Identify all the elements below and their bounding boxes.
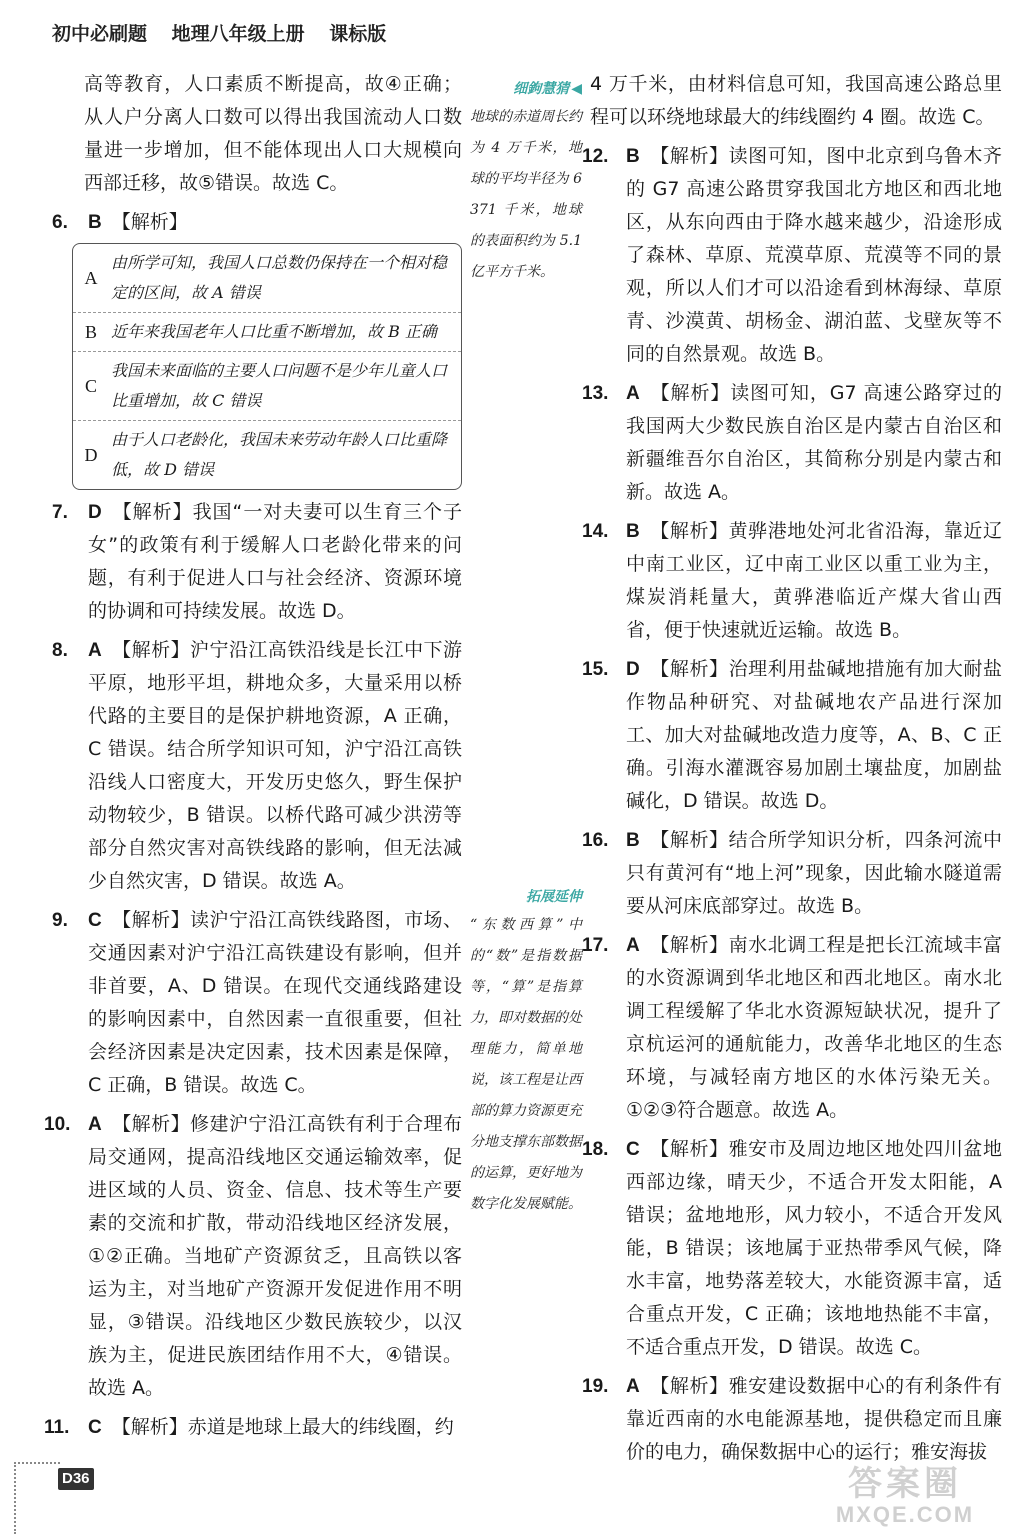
- answer-letter: D: [626, 659, 640, 680]
- analysis-text: 赤道是地球上最大的纬线圈，约: [187, 1416, 454, 1438]
- question-number: 13.: [582, 383, 609, 404]
- watermark-logo-text: 答案圈: [848, 1464, 962, 1504]
- option-letter: B: [84, 321, 97, 342]
- subject-title: 地理八年级上册: [171, 23, 305, 45]
- watermark-url: MXQE.COM: [835, 1502, 975, 1527]
- question-19: [582, 1370, 1002, 1469]
- analysis-tag: 【解析】: [649, 829, 729, 851]
- analysis-text: 黄骅港地处河北省沿海，靠近辽中南工业区，辽中南工业区以重工业为主，煤炭消耗量大，黄骅港临近产煤大省山西省，便于快速就近运输。故选 B。: [626, 520, 1002, 641]
- side-note-text: 地球的赤道周长约为 4 万千米，地球的平均半径为 6 371 千米，地球的表面积约为 5.1 亿平方千米。: [470, 109, 582, 280]
- question-11: [44, 1411, 462, 1444]
- answer-letter: A: [88, 640, 102, 661]
- analysis-tag: 【解析】: [111, 501, 193, 523]
- analysis-tag: 【解析】: [111, 211, 188, 233]
- option-text: 近年来我国老年人口比重不断增加，故 B 正确: [111, 322, 437, 341]
- answer-letter: A: [626, 383, 640, 404]
- page-header: [52, 14, 612, 54]
- analysis-text: 读图可知，图中北京到乌鲁木齐的 G7 高速公路贯穿我国北方地区和西北地区，从东向西由于降水越来越少，沿途形成了森林、草原、荒漠草原、荒漠等不同的景观，所以人们才可以沿途看到林海绿、草原青、沙漠黄、胡杨金、湖泊蓝、戈壁灰等不同的自然景观。故选 B。: [626, 145, 1002, 365]
- question-6: [52, 206, 462, 239]
- question-10: [44, 1108, 462, 1405]
- question-18: [582, 1133, 1002, 1364]
- analysis-text: 雅安建设数据中心的有利条件有靠近西南的水电能源基地，提供稳定而且廉价的电力，确保数据中心的运行；雅安海拔: [626, 1375, 1002, 1463]
- analysis-tag: 【解析】: [649, 382, 731, 404]
- analysis-tag: 【解析】: [649, 934, 729, 956]
- side-note-knowledge: [470, 78, 582, 288]
- side-note-title-text: 细鉤慧猜: [513, 81, 570, 97]
- answer-letter: C: [88, 1417, 102, 1438]
- right-column: [582, 68, 1002, 1469]
- analysis-tag: 【解析】: [649, 520, 729, 542]
- question-16: [582, 824, 1002, 923]
- answer-letter: A: [88, 1114, 102, 1135]
- option-row: [73, 313, 461, 352]
- series-title: 初中必刷题: [52, 23, 148, 45]
- answer-letter: C: [88, 910, 102, 931]
- left-column: [44, 68, 462, 1444]
- side-note-text: “东数西算”中的“数”是指数据等，“算”是指算力，即对数据的处理能力，简单地说，该工程是让西部的算力资源更充分地支撑东部数据的运算，更好地为数字化发展赋能。: [470, 917, 582, 1212]
- question-number: 12.: [582, 146, 609, 167]
- analysis-text: 治理利用盐碱地措施有加大耐盐作物品种研究、对盐碱地农产品进行深加工、加大对盐碱地改造力度等，A、B、C 正确。引海水灌溉容易加剧土壤盐度，加剧盐碱化，D 错误。故选 D。: [626, 658, 1002, 812]
- page-number-badge: D36: [58, 1468, 94, 1490]
- q5-continuation: 高等教育，人口素质不断提高，故④正确；从人户分离人口数可以得出我国流动人口数量进一步增加，但不能体现出人口大规模向西部迁移，故⑤错误。故选 C。: [84, 73, 462, 194]
- question-12: [582, 140, 1002, 371]
- analysis-text: 读图可知，G7 高速公路穿过的我国两大少数民族自治区是内蒙古自治区和新疆维吾尔自治区，其简称分别是内蒙古和新。故选 A。: [626, 382, 1002, 503]
- analysis-text: 结合所学知识分析，四条河流中只有黄河有“地上河”现象，因此输水隧道需要从河床底部穿过。故选 B。: [626, 829, 1002, 917]
- question-number: 18.: [582, 1139, 609, 1160]
- analysis-tag: 【解析】: [111, 909, 191, 931]
- side-note-title-text: 拓展延伸: [526, 889, 582, 905]
- answer-letter: A: [626, 935, 640, 956]
- option-row: [73, 421, 461, 489]
- question-15: [582, 653, 1002, 818]
- side-note-title: [470, 886, 582, 906]
- option-row: [73, 352, 461, 421]
- analysis-text: 沪宁沿江高铁沿线是长江中下游平原，地形平坦，耕地众多，大量采用以桥代路的主要目的是保护耕地资源，A 正确，C 错误。结合所学知识可知，沪宁沿江高铁沿线人口密度大，开发历史悠久，野生保护动物较少，B 错误。以桥代路可减少洪涝等部分自然灾害对高铁线路的影响，但无法减少自然灾害，D 错误。故选 A。: [88, 639, 462, 892]
- side-note-extension: [470, 886, 582, 1220]
- question-17: [582, 929, 1002, 1127]
- analysis-tag: 【解析】: [649, 145, 729, 167]
- analysis-tag: 【解析】: [649, 1375, 729, 1397]
- watermark: [800, 1466, 1010, 1530]
- question-number: 17.: [582, 935, 609, 956]
- question-number: 16.: [582, 830, 609, 851]
- analysis-text: 南水北调工程是把长江流域丰富的水资源调到华北地区和西北地区。南水北调工程缓解了华北水资源短缺状况，提升了京杭运河的通航能力，改善华北地区的生态环境，与减轻南方地区的水体污染无关。①②③符合题意。故选 A。: [626, 934, 1002, 1121]
- question-13: [582, 377, 1002, 509]
- question-number: 6.: [52, 212, 68, 233]
- question-number: 11.: [44, 1417, 70, 1438]
- answer-letter: B: [626, 830, 640, 851]
- option-text: 由于人口老龄化，我国未来劳动年龄人口比重降低，故 D 错误: [111, 430, 448, 479]
- answer-letter: A: [626, 1376, 640, 1397]
- question-7: [52, 496, 462, 628]
- option-row: [73, 244, 461, 313]
- edition-label: 课标版: [329, 23, 387, 45]
- answer-letter: C: [626, 1139, 640, 1160]
- triangle-left-icon: ◀: [571, 81, 582, 97]
- answer-letter: B: [626, 521, 640, 542]
- option-letter: D: [84, 444, 98, 465]
- analysis-text: 我国“一对夫妻可以生育三个子女”的政策有利于缓解人口老龄化带来的问题，有利于促进人口与社会经济、资源环境的协调和可持续发展。故选 D。: [88, 501, 462, 622]
- answer-letter: B: [88, 212, 102, 233]
- question-8: [52, 634, 462, 898]
- question-number: 7.: [52, 502, 68, 523]
- footer-decoration: [14, 1462, 60, 1534]
- analysis-text: 读沪宁沿江高铁线路图，市场、交通因素对沪宁沿江高铁建设有影响，但并非首要，A、D 错误。在现代交通线路建设的影响因素中，自然因素一直很重要，但社会经济因素是决定因素，技术因素是保障，C 正确，B 错误。故选 C。: [88, 909, 462, 1096]
- option-letter: A: [84, 267, 98, 288]
- analysis-text: 雅安市及周边地区地处四川盆地西部边缘，晴天少，不适合开发太阳能，A 错误；盆地地形，风力较小，不适合开发风能，B 错误；该地属于亚热带季风气候，降水丰富，地势落差较大，水能资源丰富，适合重点开发，C 正确；该地地热能不丰富，不适合重点开发，D 错误。故选 C。: [626, 1138, 1002, 1358]
- side-note-title: [470, 78, 582, 98]
- analysis-text: 修建沪宁沿江高铁有利于合理布局交通网，提高沿线地区交通运输效率，促进区域的人员、资金、信息、技术等生产要素的交流和扩散，带动沿线地区经济发展，①②正确。当地矿产资源贫乏，且高铁以客运为主，对当地矿产资源开发促进作用不明显，③错误。沿线地区少数民族较少，以汉族为主，促进民族团结作用不大，④错误。故选 A。: [88, 1113, 462, 1399]
- q11-continuation: 4 万千米，由材料信息可知，我国高速公路总里程可以环绕地球最大的纬线圈约 4 圈。故选 C。: [590, 73, 1002, 128]
- answer-letter: D: [88, 502, 102, 523]
- question-14: [582, 515, 1002, 647]
- analysis-tag: 【解析】: [111, 1416, 188, 1438]
- analysis-tag: 【解析】: [649, 658, 729, 680]
- question-number: 10.: [44, 1114, 71, 1135]
- option-text: 我国未来面临的主要人口问题不是少年儿童人口比重增加，故 C 错误: [111, 361, 448, 410]
- question-9: [52, 904, 462, 1102]
- answer-letter: B: [626, 146, 640, 167]
- analysis-tag: 【解析】: [111, 639, 191, 661]
- q6-options-table: [72, 243, 462, 490]
- analysis-tag: 【解析】: [111, 1113, 191, 1135]
- option-text: 由所学可知，我国人口总数仍保持在一个相对稳定的区间，故 A 错误: [111, 253, 448, 302]
- option-letter: C: [84, 375, 97, 396]
- question-number: 8.: [52, 640, 68, 661]
- question-number: 19.: [582, 1376, 609, 1397]
- analysis-tag: 【解析】: [649, 1138, 729, 1160]
- question-number: 15.: [582, 659, 609, 680]
- question-number: 14.: [582, 521, 609, 542]
- question-number: 9.: [52, 910, 68, 931]
